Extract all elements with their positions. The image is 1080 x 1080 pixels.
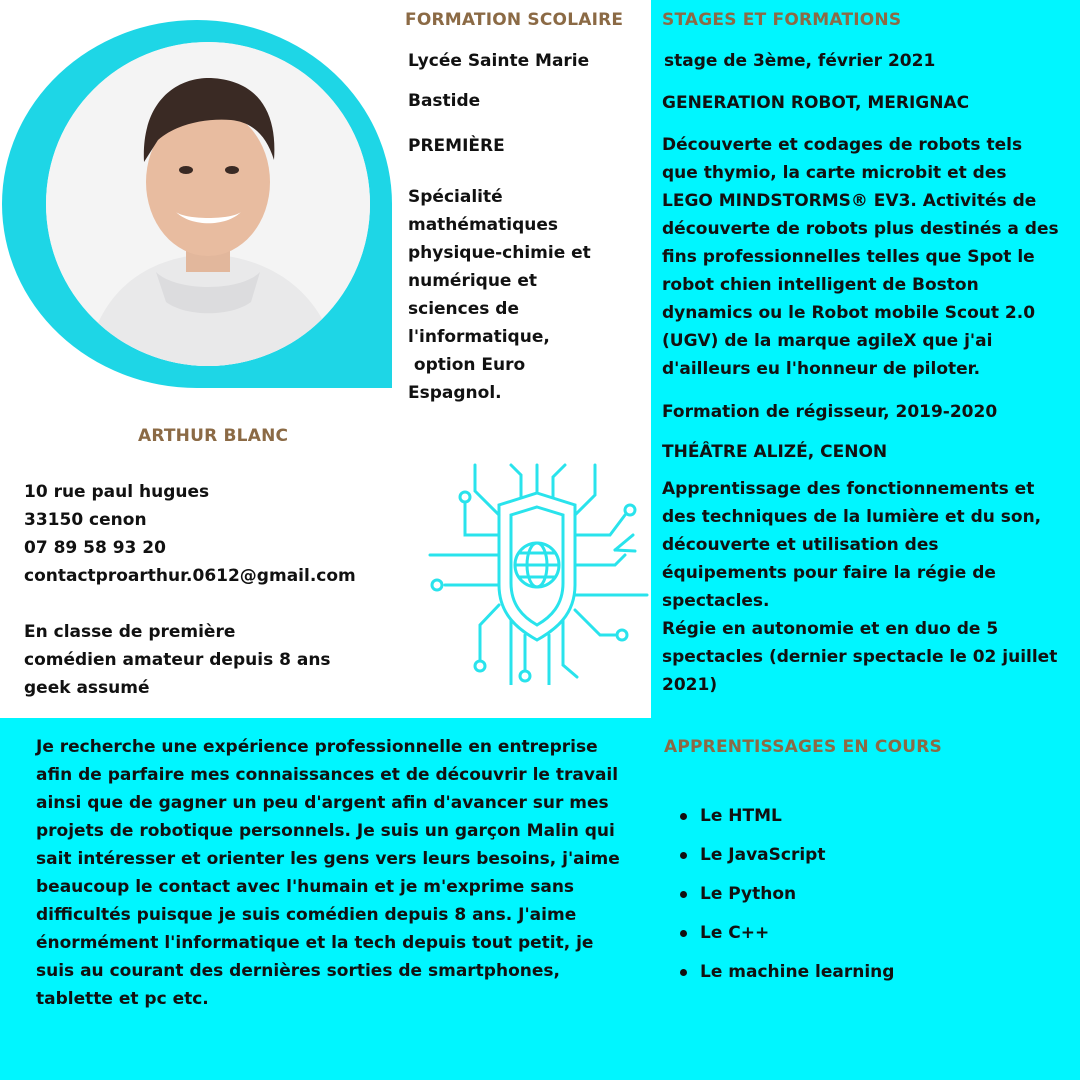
education-class: PREMIÈRE (408, 136, 505, 156)
about-line: En classe de première (24, 622, 236, 642)
stage-description (662, 131, 1059, 383)
photo-frame (2, 20, 392, 388)
stage-description (662, 475, 1057, 699)
description-line: Apprentissage des fonctionnements et (662, 479, 1035, 499)
description-line: découverte de robots plus destinés a des (662, 219, 1059, 239)
description-line: spectacles. (662, 591, 770, 611)
learning-title: APPRENTISSAGES EN COURS (664, 737, 942, 757)
pitch-line: difficultés puisque je suis comédien depuis 8 ans. J'aime (36, 905, 577, 925)
speciality-line: Spécialité (408, 187, 503, 207)
pitch-line: Je recherche une expérience professionnelle en entreprise (36, 737, 598, 757)
circuit-globe-shield-icon (425, 455, 650, 685)
description-line: robot chien intelligent de Boston (662, 275, 979, 295)
education-title: FORMATION SCOLAIRE (405, 10, 624, 30)
contact-block (24, 478, 356, 702)
education-speciality (408, 183, 643, 407)
learning-item: Le Python (680, 880, 894, 919)
contact-city: 33150 cenon (24, 510, 147, 530)
education-school-2: Bastide (408, 91, 481, 111)
description-line: fins professionnelles telles que Spot le (662, 247, 1035, 267)
description-line: d'ailleurs eu l'honneur de piloter. (662, 359, 981, 379)
speciality-line: sciences de (408, 299, 519, 319)
profile-name: ARTHUR BLANC (138, 426, 289, 446)
pitch-line: tablette et pc etc. (36, 989, 209, 1009)
description-line: Découverte et codages de robots tels (662, 135, 1023, 155)
description-line: (UGV) de la marque agileX que j'ai (662, 331, 993, 351)
learning-item: Le machine learning (680, 958, 894, 997)
contact-address: 10 rue paul hugues (24, 482, 210, 502)
stage-place: GENERATION ROBOT, MERIGNAC (662, 93, 970, 113)
pitch-paragraph (36, 733, 620, 1013)
description-line: 2021) (662, 675, 718, 695)
description-line: équipements pour faire la régie de (662, 563, 996, 583)
description-line: des techniques de la lumière et du son, (662, 507, 1042, 527)
speciality-line: physique-chimie et (408, 243, 591, 263)
pitch-line: ainsi que de gagner un peu d'argent afin d'avancer sur mes (36, 793, 609, 813)
learning-item: Le JavaScript (680, 841, 894, 880)
portrait-photo (46, 42, 370, 366)
stages-title: STAGES ET FORMATIONS (662, 10, 902, 30)
contact-email: contactproarthur.0612@gmail.com (24, 566, 356, 586)
contact-spacer (24, 590, 356, 618)
pitch-line: énormément l'informatique et la tech depuis tout petit, je (36, 933, 594, 953)
pitch-line: afin de parfaire mes connaissances et de découvrir le travail (36, 765, 619, 785)
description-line: spectacles (dernier spectacle le 02 juillet (662, 647, 1058, 667)
description-line: LEGO MINDSTORMS® EV3. Activités de (662, 191, 1037, 211)
pitch-line: suis au courant des dernières sorties de smartphones, (36, 961, 560, 981)
speciality-line: mathématiques (408, 215, 559, 235)
pitch-line: sait intéresser et orienter les gens vers leurs besoins, j'aime (36, 849, 620, 869)
description-line: Régie en autonomie et en duo de 5 (662, 619, 999, 639)
about-line: geek assumé (24, 678, 150, 698)
speciality-line: numérique et (408, 271, 538, 291)
speciality-line: Espagnol. (408, 383, 502, 403)
speciality-line: l'informatique, (408, 327, 550, 347)
stage-place: THÉÂTRE ALIZÉ, CENON (662, 442, 888, 462)
stage-period: stage de 3ème, février 2021 (664, 51, 936, 71)
description-line: dynamics ou le Robot mobile Scout 2.0 (662, 303, 1036, 323)
stage-period: Formation de régisseur, 2019-2020 (662, 402, 998, 422)
pitch-line: beaucoup le contact avec l'humain et je m'exprime sans (36, 877, 575, 897)
learning-item: Le C++ (680, 919, 894, 958)
learning-item: Le HTML (680, 802, 894, 841)
speciality-line: option Euro (408, 355, 526, 375)
description-line: découverte et utilisation des (662, 535, 939, 555)
education-school: Lycée Sainte Marie (408, 51, 590, 71)
pitch-line: projets de robotique personnels. Je suis un garçon Malin qui (36, 821, 615, 841)
about-line: comédien amateur depuis 8 ans (24, 650, 331, 670)
contact-phone: 07 89 58 93 20 (24, 538, 166, 558)
learning-list (680, 802, 894, 997)
description-line: que thymio, la carte microbit et des (662, 163, 1007, 183)
